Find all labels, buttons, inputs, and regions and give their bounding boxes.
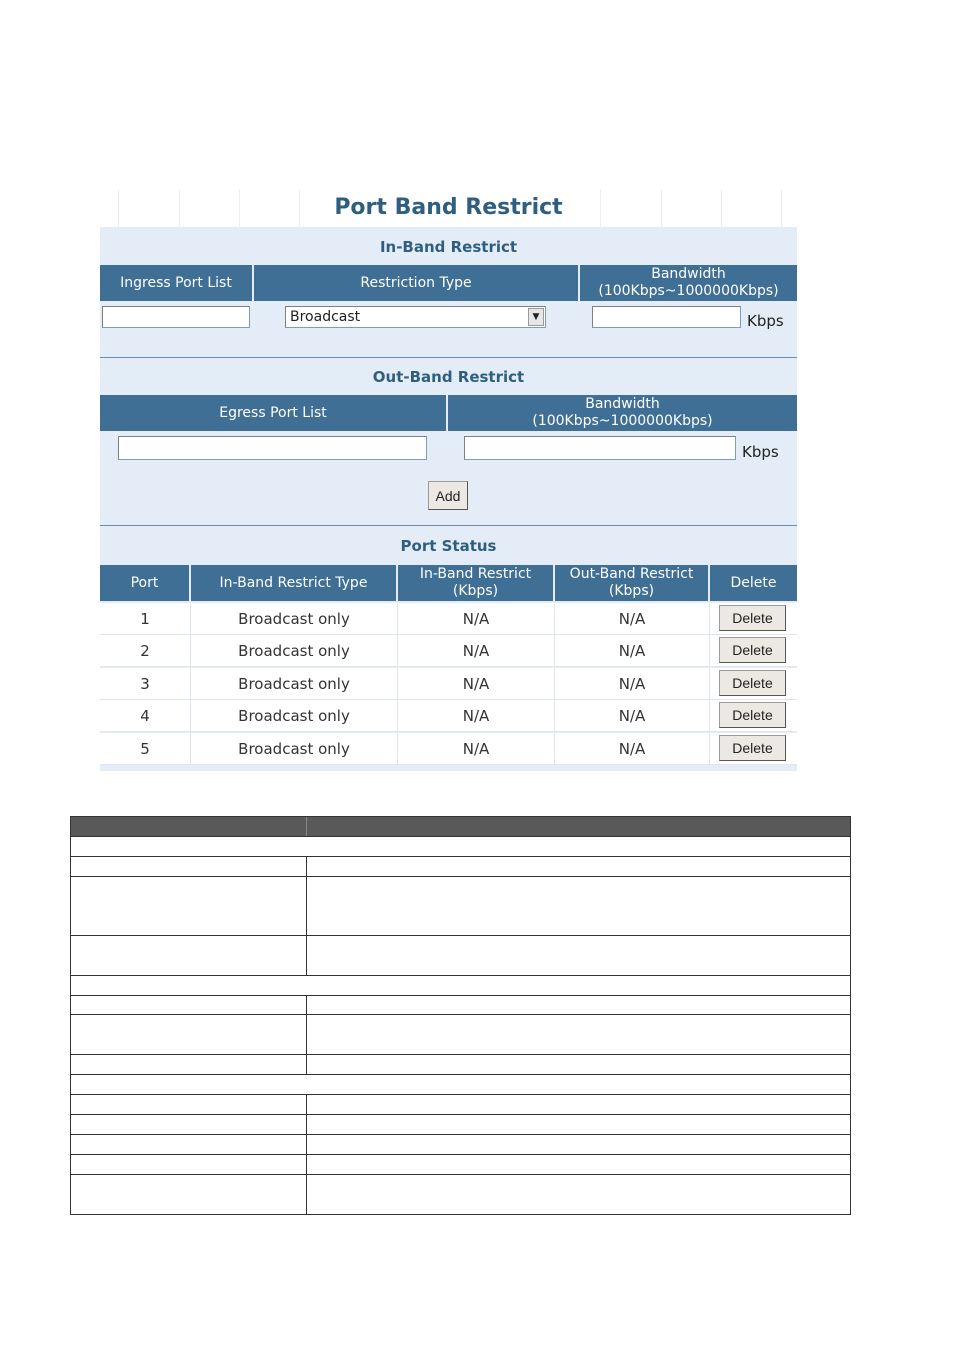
page-title: Port Band Restrict <box>334 195 563 220</box>
in-band-cell: N/A <box>398 635 555 667</box>
col-out-bandwidth-line2: (100Kbps~1000000Kbps) <box>532 413 713 429</box>
port-status-heading: Port Status <box>400 537 497 555</box>
description-row <box>70 1095 851 1115</box>
in-band-cell: N/A <box>398 603 555 635</box>
col-out-band-kbps-line2: (Kbps) <box>608 583 655 599</box>
delete-button[interactable]: Delete <box>719 637 786 663</box>
type-cell: Broadcast only <box>191 700 398 732</box>
in-band-cell: N/A <box>398 668 555 700</box>
port-status-header-row <box>100 565 797 601</box>
col-in-bandwidth-line1: Bandwidth <box>651 266 726 282</box>
col-in-bandwidth-line2: (100Kbps~1000000Kbps) <box>598 283 779 299</box>
description-header-row <box>70 816 851 837</box>
col-out-bandwidth <box>448 395 797 431</box>
delete-button[interactable]: Delete <box>719 735 786 761</box>
ingress-port-list-input[interactable] <box>102 306 250 328</box>
col-out-band-kbps-line1: Out-Band Restrict <box>569 566 694 582</box>
description-row <box>70 996 851 1015</box>
in-band-cell: N/A <box>398 700 555 732</box>
port-cell: 1 <box>100 603 191 635</box>
col-in-bandwidth <box>580 265 797 301</box>
in-band-heading: In-Band Restrict <box>379 238 518 256</box>
out-band-cell: N/A <box>555 635 710 667</box>
in-band-header-row <box>100 265 797 301</box>
description-section-row <box>70 837 851 857</box>
add-button[interactable]: Add <box>428 481 468 510</box>
delete-button[interactable]: Delete <box>719 605 786 631</box>
restriction-type-value: Broadcast <box>290 309 361 325</box>
description-row <box>70 1135 851 1155</box>
col-ingress-port-list: Ingress Port List <box>100 265 254 301</box>
out-band-cell: N/A <box>555 668 710 700</box>
in-band-bandwidth-input[interactable] <box>592 306 741 328</box>
type-cell: Broadcast only <box>191 635 398 667</box>
description-row <box>70 1175 851 1215</box>
type-cell: Broadcast only <box>191 733 398 765</box>
table-row <box>100 668 797 700</box>
description-section-row <box>70 976 851 996</box>
out-band-cell: N/A <box>555 603 710 635</box>
description-table <box>70 816 851 1215</box>
col-in-band-kbps <box>398 565 555 601</box>
description-row <box>70 1055 851 1075</box>
divider <box>100 525 797 526</box>
col-out-bandwidth-line1: Bandwidth <box>585 396 660 412</box>
egress-port-list-input[interactable] <box>118 436 427 460</box>
out-band-heading: Out-Band Restrict <box>372 368 525 386</box>
type-cell: Broadcast only <box>191 603 398 635</box>
col-in-band-type: In-Band Restrict Type <box>191 565 398 601</box>
out-band-bandwidth-input[interactable] <box>464 436 736 460</box>
table-row <box>100 733 797 765</box>
in-band-cell: N/A <box>398 733 555 765</box>
table-row <box>100 700 797 732</box>
description-row <box>70 1015 851 1055</box>
type-cell: Broadcast only <box>191 668 398 700</box>
delete-button[interactable]: Delete <box>719 670 786 696</box>
description-row <box>70 877 851 936</box>
out-band-cell: N/A <box>555 733 710 765</box>
table-row <box>100 603 797 635</box>
description-row <box>70 1115 851 1135</box>
delete-button[interactable]: Delete <box>719 702 786 728</box>
col-egress-port-list: Egress Port List <box>100 395 448 431</box>
col-restriction-type: Restriction Type <box>254 265 580 301</box>
restriction-type-select[interactable] <box>285 306 546 328</box>
divider <box>100 357 797 358</box>
port-cell: 3 <box>100 668 191 700</box>
in-band-unit-label: Kbps <box>747 312 784 330</box>
col-out-band-kbps <box>555 565 710 601</box>
out-band-cell: N/A <box>555 700 710 732</box>
col-in-band-kbps-line1: In-Band Restrict <box>419 566 532 582</box>
description-row <box>70 936 851 976</box>
port-cell: 5 <box>100 733 191 765</box>
description-row <box>70 857 851 877</box>
port-cell: 2 <box>100 635 191 667</box>
port-band-restrict-panel <box>100 227 797 771</box>
out-band-header-row <box>100 395 797 431</box>
out-band-unit-label: Kbps <box>742 443 779 461</box>
chevron-down-icon[interactable]: ▼ <box>528 308 544 326</box>
table-row <box>100 635 797 667</box>
col-in-band-kbps-line2: (Kbps) <box>452 583 499 599</box>
col-port: Port <box>100 565 191 601</box>
col-delete: Delete <box>730 574 777 591</box>
description-section-row <box>70 1075 851 1095</box>
port-cell: 4 <box>100 700 191 732</box>
description-row <box>70 1155 851 1175</box>
